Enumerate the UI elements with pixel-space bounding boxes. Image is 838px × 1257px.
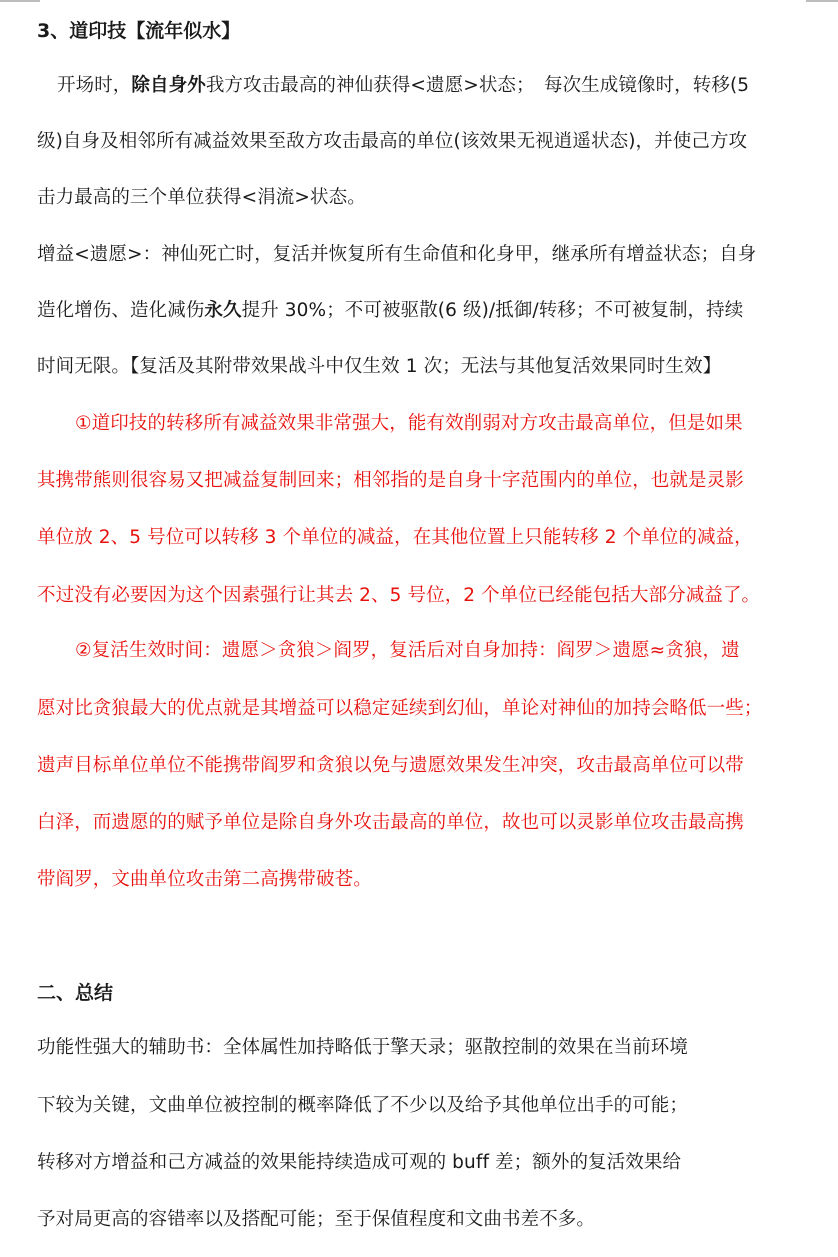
intro-line-3: 击力最高的三个单位获得<涓流>状态。 — [37, 187, 366, 208]
buff-line-1: 增益<遗愿>：神仙死亡时，复活并恢复所有生命值和化身甲，继承所有增益状态；自身 — [37, 244, 757, 265]
summary-line-1: 功能性强大的辅助书：全体属性加持略低于擎天录；驱散控制的效果在当前环境 — [37, 1037, 689, 1058]
intro-line-1 — [57, 71, 749, 101]
summary-line-4: 予对局更高的容错率以及搭配可能；至于保值程度和文曲书差不多。 — [37, 1209, 596, 1230]
note-1-line-4: 不过没有必要因为这个因素强行让其去 2、5 号位，2 个单位已经能包括大部分减益了。 — [37, 585, 761, 606]
buff-line-2-bold: 永久 — [204, 300, 242, 321]
note-2-line-1: ②复活生效时间：遗愿＞贪狼＞阎罗，复活后对自身加持：阎罗＞遗愿≈贪狼，遗 — [75, 640, 740, 661]
note-2-line-2: 愿对比贪狼最大的优点就是其增益可以稳定延续到幻仙，单论对神仙的加持会略低一些； — [37, 698, 763, 719]
note-1-line-2: 其携带熊则很容易又把减益复制回来；相邻指的是自身十字范围内的单位，也就是灵影 — [37, 470, 744, 491]
note-1-line-3: 单位放 2、5 号位可以转移 3 个单位的减益，在其他位置上只能转移 2 个单位的减益， — [37, 527, 753, 548]
intro-line-1-bold: 除自身外 — [131, 75, 206, 96]
buff-line-2 — [37, 296, 743, 326]
section-3-title: 3、道印技【流年似水】 — [37, 20, 241, 42]
summary-title: 二、总结 — [37, 982, 114, 1004]
note-1-line-1: ①道印技的转移所有减益效果非常强大，能有效削弱对方攻击最高单位，但是如果 — [75, 413, 743, 434]
summary-line-3: 转移对方增益和己方减益的效果能持续造成可观的 buff 差；额外的复活效果给 — [37, 1152, 682, 1173]
note-2-line-4: 白泽，而遗愿的的赋予单位是除自身外攻击最高的单位，故也可以灵影单位攻击最高携 — [37, 812, 744, 833]
top-divider-right — [806, 0, 838, 2]
intro-line-2: 级)自身及相邻所有减益效果至敌方攻击最高的单位(该效果无视逍遥状态)，并使己方攻 — [37, 131, 748, 152]
note-2-line-3: 遗声目标单位单位不能携带阎罗和贪狼以免与遗愿效果发生冲突，攻击最高单位可以带 — [37, 755, 744, 776]
note-2-line-5: 带阎罗，文曲单位攻击第二高携带破苍。 — [37, 869, 372, 890]
buff-line-2-pre: 造化增伤、造化减伤 — [37, 300, 205, 321]
intro-line-1-post: 我方攻击最高的神仙获得<遗愿>状态； 每次生成镜像时，转移(5 — [205, 75, 750, 96]
summary-line-2: 下较为关键，文曲单位被控制的概率降低了不少以及给予其他单位出手的可能； — [37, 1095, 689, 1116]
buff-line-3: 时间无限。【复活及其附带效果战斗中仅生效 1 次；无法与其他复活效果同时生效】 — [37, 356, 722, 377]
buff-line-2-post: 提升 30%；不可被驱散(6 级)/抵御/转移；不可被复制，持续 — [241, 300, 744, 321]
top-divider-left — [0, 0, 40, 2]
intro-line-1-pre: 开场时， — [57, 75, 132, 96]
